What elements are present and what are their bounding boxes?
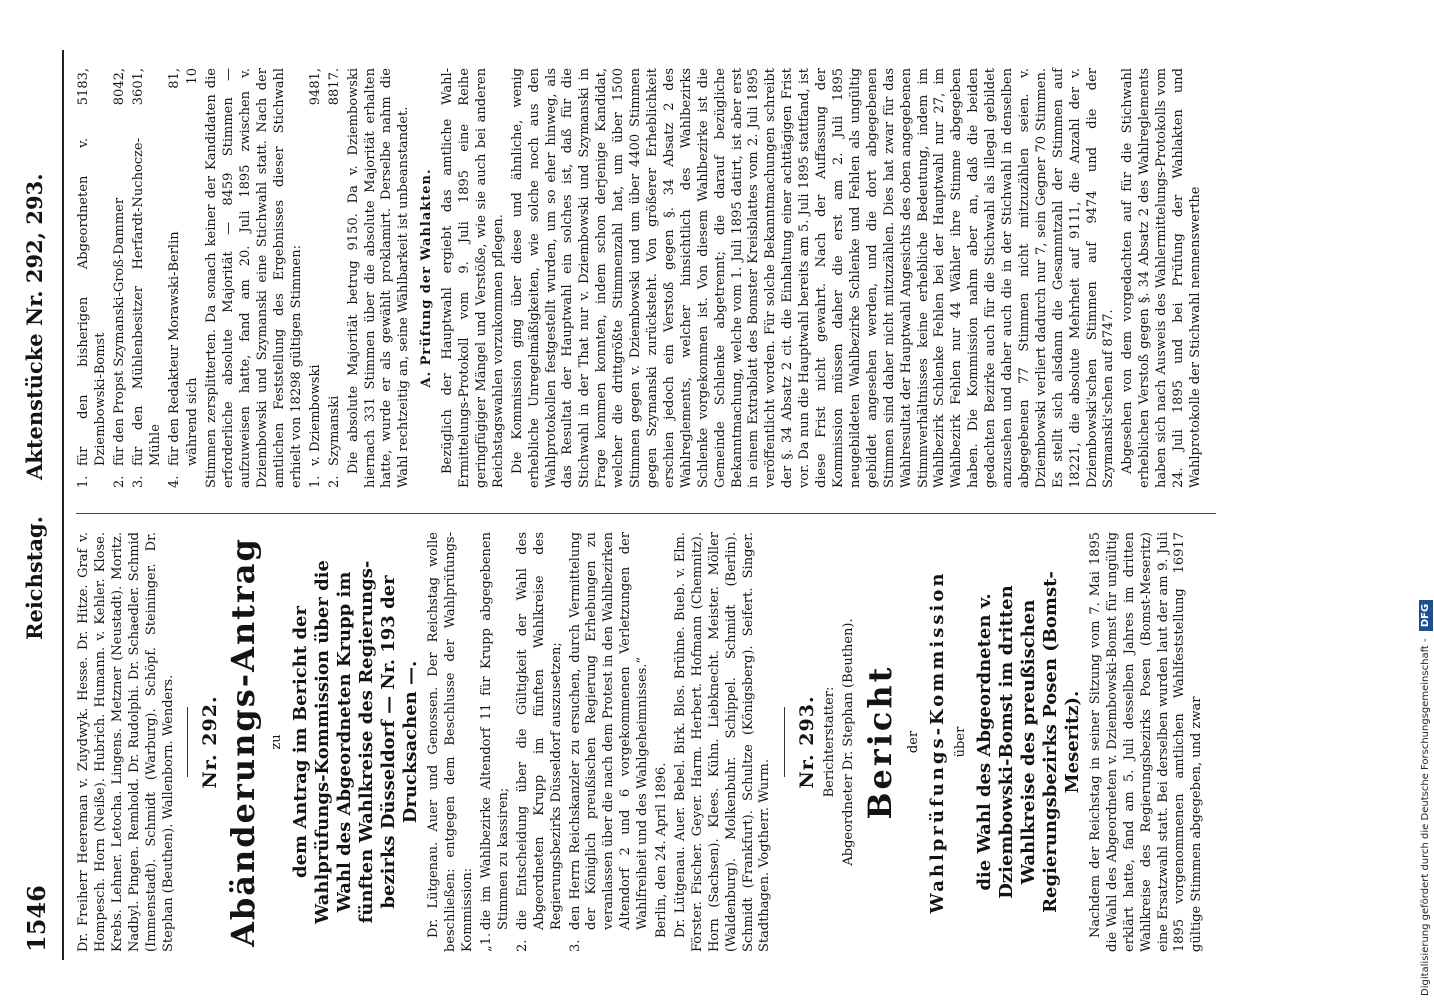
left-column (76, 532, 1208, 952)
paragraph-3: Bezüglich der Hauptwahl ergiebt das amtliche Wahl-Ermittelungs-Protokoll vom 9. Juli 1895 eine Reihe geringfügiger Mängel und Verstöße, wie sie auch bei anderen Reichstagswahlen vorzukommen pflegen. (440, 68, 506, 488)
vote-row (76, 68, 110, 488)
subtitle-293: die Wahl des Abgeordneten v. Dziembowski-Bomst im dritten Wahlkreise des preußischen Regierungsbezirks Posen (Bomst-Meseritz). (973, 571, 1083, 913)
motion-intro: Dr. Lütgenau. Auer und Genossen. Der Reichstag wolle beschließen: entgegen dem Beschlusse der Wahlprüfungs-Kommission: (426, 532, 476, 952)
vote-label: während sich (185, 377, 201, 466)
motion-list (479, 532, 652, 952)
header-left-title: Reichstag. (22, 516, 47, 640)
runoff-number: 2. (326, 475, 342, 488)
page-header (22, 0, 62, 1000)
motion-item-number: 3. (567, 939, 583, 952)
motion-item-text: den Herrn Reichskanzler zu ersuchen, durch Vermittelung der Königlich preußischen Regierung Erhebungen zu veranlassen über die nach dem Protest in den Wahlbezirken Altendorf 2 und 6 vorgekommenen Verletzungen der Wahlfreiheit und des Wahlgeheimnisses.“ (567, 532, 651, 930)
section-heading-a: A. Prüfung der Wahlakten. (419, 168, 435, 388)
motion-item-text: die im Wahlbezirke Altendorf 11 für Krupp abgegebenen Stimmen zu kassiren; (478, 532, 511, 930)
right-column (76, 68, 1207, 488)
header-right-title: Aktenstücke Nr. 292, 293. (22, 173, 47, 480)
vote-list (76, 68, 202, 488)
motion-item-number: 2. (514, 939, 530, 952)
vote-value: 5183, (76, 68, 91, 106)
vote-row (167, 68, 184, 488)
vote-row (185, 68, 202, 488)
document-number-293: Nr. 293. (796, 695, 819, 789)
runoff-list (308, 68, 344, 488)
vote-row (131, 68, 165, 488)
vote-value: 10 (185, 68, 201, 85)
commission-title: Wahlprüfungs-Kommission (927, 570, 948, 914)
dfg-notice: Digitalisierung gefördert durch die Deutsche Forschungsgemeinschaft - (1420, 638, 1431, 996)
ueber-label: über (953, 726, 968, 758)
paragraph-1: Stimmen zersplitterten. Da sonach keiner der Kandidaten die erforderliche absolute Majorität — 8459 Stimmen — aufzuweisen hatte, fand am 20. Juli 1895 zwischen v. Dziembowski und Szymanski eine Stichwahl statt. Nach der amtlichen Feststellung des Ergebnisses dieser Stichwahl erhielt von 18298 gültigen Stimmen: (204, 68, 304, 488)
motion-item (515, 532, 566, 952)
column-rule (76, 513, 1216, 514)
vote-label: für den Propst Szymanski-Groß-Dammer (111, 197, 127, 466)
runoff-value: 9481, (307, 68, 323, 106)
header-rule (62, 50, 64, 960)
vote-value: 3601, (130, 68, 146, 106)
title-293: Bericht (861, 664, 900, 820)
der-label: der (906, 730, 922, 754)
reporter-label: Berichterstatter: (822, 686, 838, 798)
signers: Dr. Lütgenau. Auer. Bebel. Birk. Blos. Brühne. Bueb. v. Elm. Förster. Fischer. Geyer. Harm. Herbert. Hofmann (Chemnitz). Horn (Sachsen). Klees. Kühn. Liebknecht. Meister. Möller (Waldenburg). Molkenbuhr. Schippel. Schmidt (Berlin). Schmidt (Frankfurt). Schultze (Königsberg). Seifert. Singer. Stadthagen. Vogtherr. Wurm. (672, 532, 773, 952)
vote-number: 1. (76, 475, 91, 488)
reporter-name: Abgeordneter Dr. Stephan (Beuthen). (841, 618, 857, 866)
dfg-logo: DFG (1419, 600, 1433, 631)
runoff-value: 8817. (326, 68, 342, 106)
zu-label: zu (269, 734, 285, 750)
motion-item (479, 532, 513, 952)
vote-number: 3. (130, 475, 146, 488)
runoff-label: Szymanski (326, 395, 342, 466)
names-block: Dr. Freiherr Heereman v. Zuydwyk. Hesse. Dr. Hitze. Graf v. Hompesch. Horn (Neiße). Hubrich. Humann. v. Kehler. Klose. Krebs. Lehner. Letocha. Lingens. Metzner (Neustadt). Moritz. Nadbyl. Pingen. Remhold. Dr. Rudolphi. Dr. Schaedler. Schmid (Immenstadt). Schmidt (Warburg). Schöpf. Steininger. Dr. Stephan (Beuthen). Wallenborn. Wenders. (76, 532, 176, 952)
motion-item (568, 532, 653, 952)
vote-number: 2. (111, 475, 127, 488)
page-number: 1546 (22, 885, 51, 952)
paragraph-4: Die Kommission ging über diese und ähnliche, wenig erhebliche Unregelmäßigkeiten, wie solche noch aus den Wahlprotokollen festgestellt wurden, um so eher hinweg, als das Resultat der Hauptwahl ein solches ist, daß für die Stichwahl in der That nur v. Dziembowski und Szymanski in Frage kommen konnten, indem schon derjenige Kandidat, welcher die drittgrößte Stimmenzahl hat, um über 1500 Stimmen gegen v. Dziembowski und um über 4400 Stimmen gegen Szymanski zurücksteht. Von größerer Erheblichkeit erschien jedoch ein Verstoß gegen §. 34 Absatz 2 des Wahlreglements, welcher hinsichtlich des Wahlbezirks Schlenke vorgekommen ist. Von diesem Wahlbezirke ist die Gemeinde Schlenke abgetrennt; die darauf bezügliche Bekanntmachung, welche vom 1. Juli 1895 datirt, ist aber erst in einem Extrablatt des Bomster Kreisblattes vom 2. Juli 1895 veröffentlicht worden. Für solche Bekanntmachungen schreibt der §. 34 Absatz 2 cit. die Einhaltung einer achttägigen Frist vor. Da nun die Hauptwahl bereits am 5. Juli 1895 stattfand, ist diese Frist nicht gewahrt. Nach der Auffassung der Kommission müssen daher die erst am 2. Juli 1895 neugebildeten Wahlbezirke Schlenke und Fehlen als ungültig gebildet angesehen werden, und die dort abgegebenen Stimmen sind daher nicht mitzuzählen. Dies hat zwar für das Wahlresultat der Hauptwahl Angesichts des oben angegebenen Stimmverhältnisses keine erhebliche Bedeutung, indem im Wahlbezirk Schlenke Fehlen bei der Hauptwahl nur 27, im Wahlbezirk Fehlen nur 44 Wähler ihre Stimme abgegeben haben. Die Kommission nahm aber an, daß die beiden gedachten Bezirke auch für die Stichwahl als illegal gebildet anzusehen und daher auch die in der Stichwahl in denselben abgegebenen 77 Stimmen nicht mitzuzählen seien. v. Dziembowski verliert dadurch nur 7, sein Gegner 70 Stimmen. Es stellt sich alsdann die Gesammtzahl der Stimmen auf 18221, die absolute Mehrheit auf 9111, die Anzahl der v. Dziembowski'schen Stimmen auf 9474 und die der Szymanski'schen auf 8747. (509, 68, 1117, 488)
vote-value: 81, (166, 68, 182, 89)
vote-label: für den bisherigen Abgeordneten v. Dziembowski-Bomst (76, 138, 108, 466)
motion-item-text: die Entscheidung über die Gültigkeit der Wahl des Abgeordneten Krupp im fünften Wahlkreise des Regierungsbezirks Düsseldorf auszusetzen; (514, 532, 564, 930)
runoff-label: v. Dziembowski (307, 364, 323, 466)
section-divider (784, 707, 785, 777)
vote-number: 4. (166, 475, 182, 488)
paragraph-2: Die absolute Majorität betrug 9150. Da v. Dziembowski hiernach 331 Stimmen über die absolute Majorität erhalten hatte, wurde er als gewählt proklamirt. Derselbe nahm die Wahl rechtzeitig an, seine Wählbarkeit ist unbeanstandet. (345, 68, 412, 488)
motion-item-number: „1. (478, 932, 494, 952)
dfg-sidebar (1416, 6, 1434, 996)
runoff-row (327, 68, 344, 488)
paragraph-5: Abgesehen von dem vorgedachten auf für die Stichwahl erheblichen Verstoß gegen §. 34 Absatz 2 des Wahlreglements haben sich nach Ausweis des Wahlermittelungs-Protokolls vom 24. Juli 1895 und bei Prüfung der Wahlakten und Wahlprotokolle der Stichwahl nennenswerthe (1120, 68, 1203, 488)
motion-date: Berlin, den 24. April 1896. (654, 762, 670, 938)
section-divider (187, 707, 188, 777)
vote-row (112, 68, 129, 488)
runoff-number: 1. (307, 475, 323, 488)
subtitle-292: dem Antrag im Bericht der Wahlprüfungs-Kommission über die Wahl des Abgeordneten Krupp im fünften Wahlkreise des Regierungs-bezirks Düsseldorf — Nr. 193 der Drucksachen —. (290, 560, 422, 924)
vote-value: 8042, (111, 68, 127, 106)
runoff-row (308, 68, 325, 488)
report-body: Nachdem der Reichstag in seiner Sitzung vom 7. Mai 1895 die Wahl des Abgeordneten v. Dziembowski-Bomst für ungültig erklärt hatte, fand am 5. Juli desselben Jahres im dritten Wahlkreise des Regierungsbezirks Posen (Bomst-Meseritz) eine Ersatzwahl statt. Bei derselben wurden laut der am 9. Juli 1895 vorgenommenen amtlichen Wahlfeststellung 16917 gültige Stimmen abgegeben, und zwar (1087, 532, 1205, 952)
vote-label: für den Mühlenbesitzer Herfardt-Nuchocze-Mühle (130, 138, 163, 466)
title-292: Abänderungs-Antrag (224, 537, 263, 947)
document-number-292: Nr. 292. (199, 695, 222, 789)
vote-label: für den Redakteur Morawski-Berlin (166, 231, 182, 466)
